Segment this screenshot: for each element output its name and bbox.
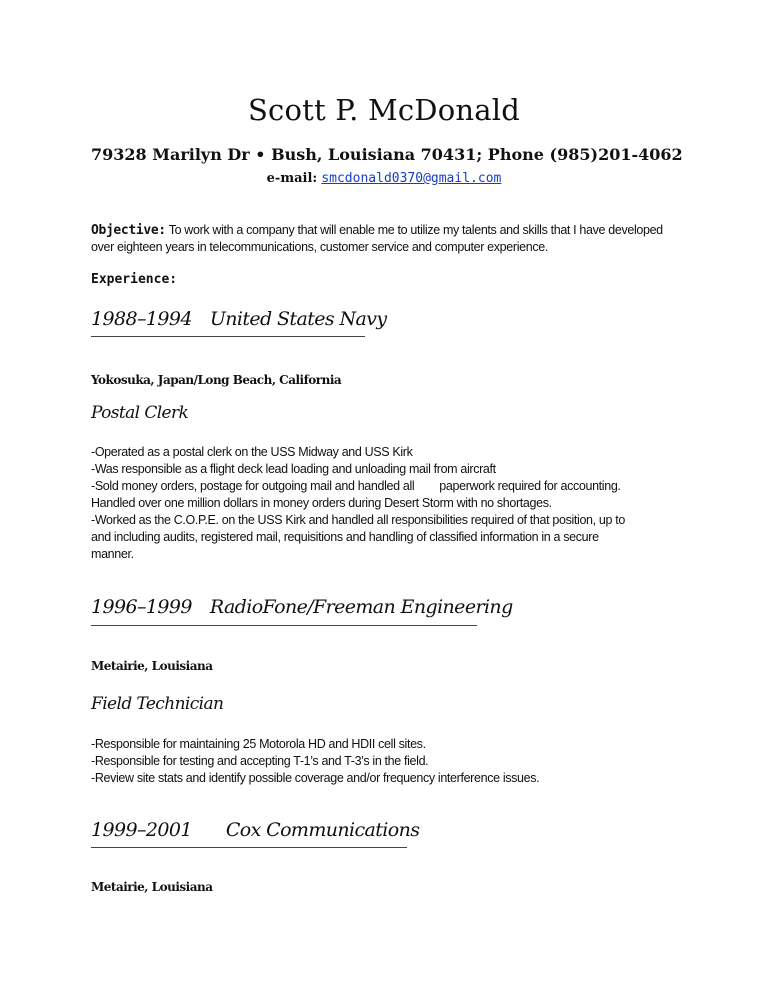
job-role: Field Technician bbox=[91, 694, 224, 714]
heading-rule bbox=[91, 847, 407, 848]
heading-rule bbox=[91, 336, 365, 337]
job-heading bbox=[91, 308, 387, 330]
job-location: Yokosuka, Japan/Long Beach, California bbox=[91, 373, 342, 387]
heading-rule bbox=[91, 625, 477, 626]
job-heading bbox=[91, 596, 513, 618]
email-line bbox=[0, 171, 768, 186]
job-duties bbox=[91, 444, 681, 563]
objective-section bbox=[91, 222, 681, 256]
duty-line: -Sold money orders, postage for outgoing mail and handled all paperwork required for accounting. bbox=[91, 479, 621, 493]
job-location: Metairie, Louisiana bbox=[91, 880, 213, 894]
contact-address-phone: 79328 Marilyn Dr • Bush, Louisiana 70431; Phone (985)201-4062 bbox=[91, 145, 683, 164]
objective-text: To work with a company that will enable me to utilize my talents and skills that I have developed over eighteen years in telecommunications, customer service and computer experience. bbox=[91, 223, 663, 254]
duty-line: Handled over one million dollars in money orders during Desert Storm with no shortages. bbox=[91, 496, 552, 510]
duty-line: and including audits, registered mail, requisitions and handling of classified information in a secure bbox=[91, 530, 599, 544]
job-duties bbox=[91, 736, 681, 787]
job-role: Postal Clerk bbox=[91, 403, 189, 423]
job-organization: United States Navy bbox=[209, 308, 387, 330]
duty-line: manner. bbox=[91, 547, 134, 561]
email-link[interactable]: smcdonald0370@gmail.com bbox=[321, 171, 502, 186]
duty-line: -Worked as the C.O.P.E. on the USS Kirk and handled all responsibilities required of that position, up to bbox=[91, 513, 625, 527]
objective-label: Objective: bbox=[91, 223, 166, 238]
job-years: 1996–1999 bbox=[91, 596, 192, 618]
job-location: Metairie, Louisiana bbox=[91, 659, 213, 673]
job-organization: Cox Communications bbox=[225, 819, 420, 841]
experience-label: Experience: bbox=[91, 272, 178, 287]
job-years: 1988–1994 bbox=[91, 308, 192, 330]
duty-line: -Review site stats and identify possible coverage and/or frequency interference issues. bbox=[91, 771, 540, 785]
duty-line: -Operated as a postal clerk on the USS Midway and USS Kirk bbox=[91, 445, 413, 459]
duty-line: -Responsible for testing and accepting T-1’s and T-3’s in the field. bbox=[91, 754, 429, 768]
job-organization: RadioFone/Freeman Engineering bbox=[209, 596, 513, 618]
candidate-name: Scott P. McDonald bbox=[247, 93, 521, 127]
job-heading bbox=[91, 819, 419, 841]
duty-line: -Responsible for maintaining 25 Motorola HD and HDII cell sites. bbox=[91, 737, 426, 751]
duty-line: -Was responsible as a flight deck lead loading and unloading mail from aircraft bbox=[91, 462, 496, 476]
email-label: e-mail: bbox=[266, 171, 318, 186]
job-years: 1999–2001 bbox=[91, 819, 192, 841]
